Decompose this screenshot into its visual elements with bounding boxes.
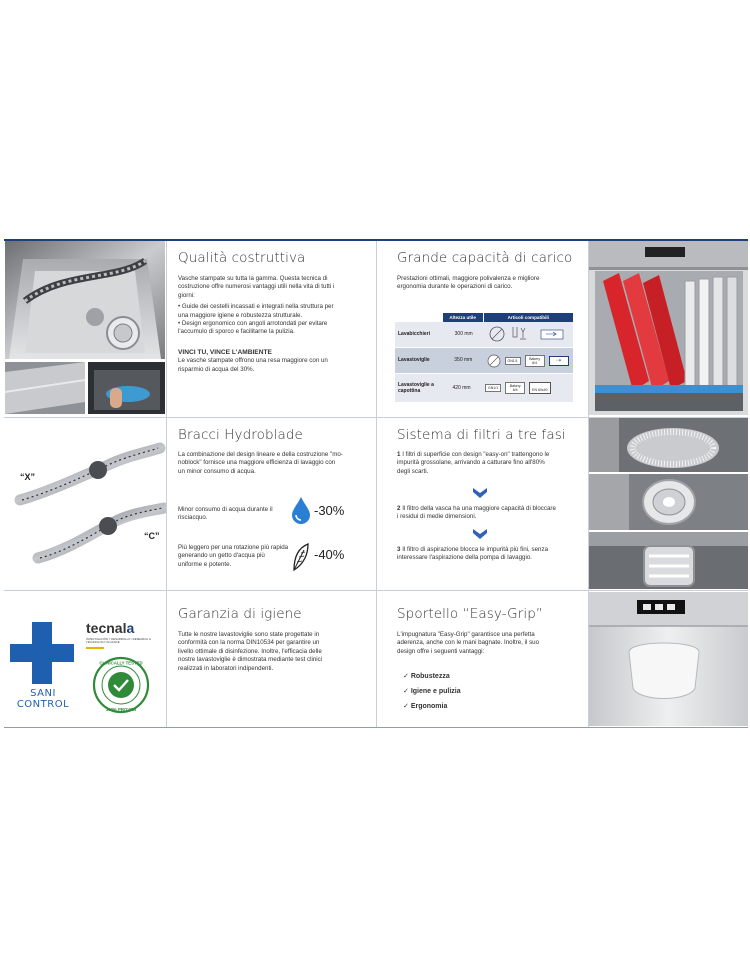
stat-water-text: Minor consumo di acqua durante il risciacquo. [178, 506, 273, 522]
quality-text [178, 275, 338, 377]
easy-grip-title: Sportello “Easy-Grip” [397, 606, 543, 622]
row-label: Lavabicchieri [398, 331, 430, 337]
item-badge: GN1/1 [485, 384, 501, 392]
list-item: ✓ Igiene e pulizia [403, 688, 461, 695]
easy-grip-text: L'impugnatura "Easy-Grip" garantisce una perfetta aderenza, anche con le mani bagnate. Inoltre, il suo design offre i seguenti vantaggi: [397, 631, 540, 655]
hygiene-text: Tutte le nostre lavastoviglie sono state progettate in conformità con la norma DIN10534 per garantire un livello ottimale di disinfezione. Inoltre, l'efficacia delle nostre lavastoviglie è dimostrata mediante test clinici realizzati in laboratori indipendenti. [178, 631, 323, 672]
capacity-title: Grande capacità di carico [397, 250, 573, 266]
arrow-badge-icon: ⇢ [549, 356, 569, 366]
step-number: 2 [397, 505, 401, 512]
filter-step-1 [397, 451, 557, 476]
plate-icon [487, 354, 501, 368]
step-text: Il filtro della vasca ha una maggiore capacità di bloccare i residui di medie dimensioni. [397, 505, 556, 521]
check-icon: ✓ [403, 688, 411, 695]
row-height: 350 mm [454, 357, 473, 363]
item-badge: Bakery 6/4 [525, 355, 545, 367]
sani-control-cross-icon [10, 622, 74, 684]
list-item: ✓ Ergonomia [403, 703, 448, 710]
arm-label-c: “C” [144, 531, 160, 541]
stat-weight-value: -40% [314, 547, 345, 562]
check-icon: ✓ [403, 673, 411, 680]
trays-rack-photo [589, 241, 748, 415]
table-header-height: Altezza utile [443, 313, 483, 322]
chevron-down-icon [473, 529, 487, 539]
step-text: I filtri di superficie con design "easy-on" trattengono le impurità grossolane, arrivando a catturare fino all'80% degli scarti. [397, 451, 550, 475]
arm-label-x: “X” [20, 472, 36, 482]
row-label: Lavastoviglie [398, 357, 430, 363]
list-item: ✓ Robustezza [403, 673, 450, 680]
row-height: 300 mm [454, 331, 473, 337]
quality-bullet-2: • Design ergonomico con angoli arrotondati per evitare l'accumulo di sporco e facilitarne la pulizia. [178, 320, 328, 336]
row-label: Lavastoviglie a capottina [398, 382, 434, 394]
table-header-items: Articoli compatibili [483, 313, 574, 322]
tank-corner-photo [5, 362, 85, 414]
chevron-down-icon [473, 488, 487, 498]
quality-outro: Le vasche stampate offrono una resa maggiore con un risparmio di acqua del 30%. [178, 357, 328, 373]
clinically-tested-seal [92, 656, 150, 714]
column-divider-center [376, 241, 377, 727]
bottom-rule [4, 727, 748, 728]
glass-icons [483, 322, 573, 347]
surface-filter-photo [589, 418, 748, 472]
item-badge: Bakery 6/4 [505, 382, 525, 394]
stat-weight-text: Più leggero per una rotazione più rapida generando un getto d'acqua più uniforme e potente. [178, 544, 289, 568]
tecnalia-accent-a: a [126, 620, 135, 636]
suction-filter-photo [589, 532, 748, 589]
row-height: 420 mm [452, 385, 471, 391]
check-icon: ✓ [403, 703, 411, 710]
filters-title: Sistema di filtri a tre fasi [397, 427, 566, 443]
quality-bullet-1: • Guide dei cestelli incassati e integrati nella struttura per una maggiore igiene e robustezza strutturale. [178, 303, 334, 319]
column-divider-left [166, 241, 167, 727]
quality-subtitle: VINCI TU, VINCE L'AMBIENTE [178, 348, 272, 356]
step-number: 1 [397, 451, 401, 458]
table-row [395, 322, 573, 348]
capacity-intro: Prestazioni ottimali, maggiore polivalenza e migliore ergonomia durante le operazioni di carico. [397, 275, 540, 291]
feature-list [403, 672, 461, 717]
table-row [395, 348, 573, 374]
tank-filter-photo [589, 474, 748, 530]
seal-top-text: CLINICALLY TESTED [99, 660, 143, 666]
hygiene-title: Garanzia di igiene [178, 606, 302, 622]
tank-photo [5, 241, 165, 359]
capacity-table [395, 313, 573, 402]
step-number: 3 [397, 546, 401, 553]
filter-step-2 [397, 505, 557, 522]
control-word: CONTROL [16, 699, 70, 710]
water-drop-icon [290, 496, 312, 524]
step-text: Il filtro di aspirazione blocca le impurità più fini, senza interessare l'aspirazione della pompa di lavaggio. [397, 546, 549, 562]
item-badge: GN1/1 [505, 357, 521, 365]
tecnalia-logo: tecnala [86, 620, 135, 636]
tecnalia-bar [86, 647, 104, 649]
hydroblade-title: Bracci Hydroblade [178, 427, 303, 443]
door-handle-photo [589, 592, 748, 726]
sani-word: SANI [30, 688, 56, 699]
feather-icon [290, 542, 312, 572]
quality-intro: Vasche stampate su tutta la gamma. Questa tecnica di costruzione offre numerosi vantaggi utili nella vita di tutti i giorni: [178, 275, 335, 299]
hydroblade-arms-image [8, 430, 166, 580]
cleaning-photo [88, 362, 165, 414]
quality-title: Qualità costruttiva [178, 250, 306, 266]
sani-control-logo-text [8, 688, 78, 710]
item-badge: EN 60x40 [529, 382, 550, 394]
filter-step-3 [397, 546, 565, 563]
hydroblade-intro: La combinazione del design lineare e della costruzione "mo-noblock" fornisce una maggiore efficienza di lavaggio con un minor consumo di acqua. [178, 451, 343, 475]
seal-bottom-text: 100% PROVEN [105, 707, 137, 712]
tecnalia-subtitle: INVESTIGACIÓN Y DESARROLLO / RESEARCH & TECHNOLOGY ALLIANCE [86, 637, 151, 645]
stat-water-value: -30% [314, 503, 345, 518]
table-row [395, 374, 573, 402]
